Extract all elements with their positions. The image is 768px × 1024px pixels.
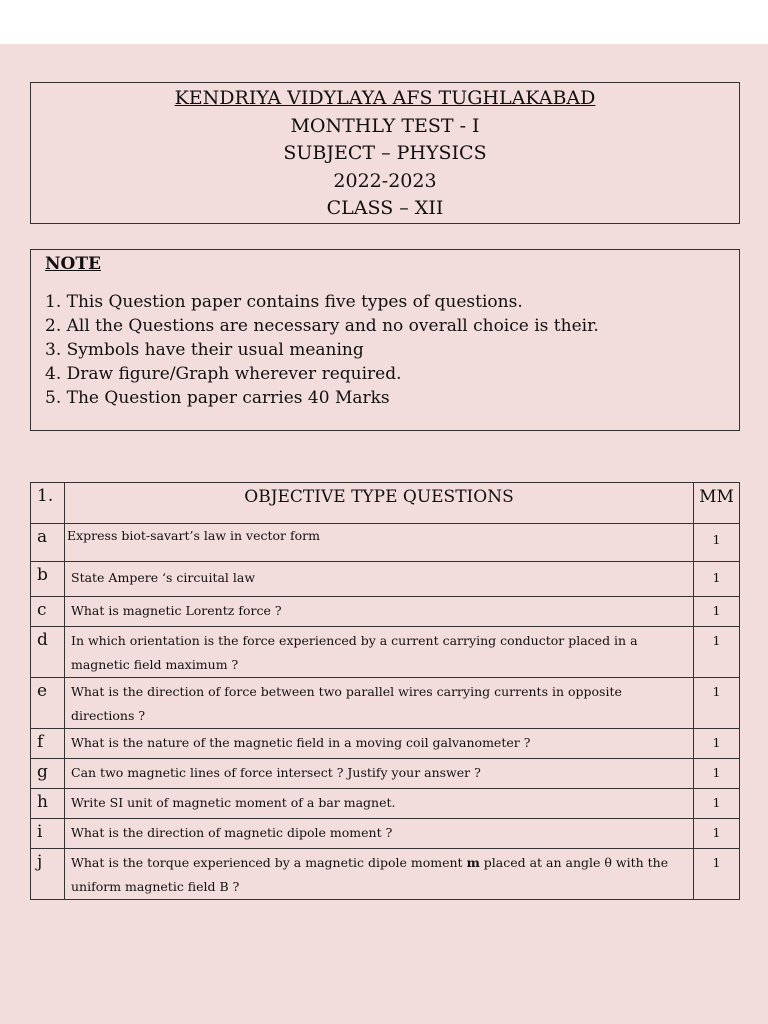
question-text-part: placed at an angle θ with the uniform magnetic field B ? bbox=[71, 855, 669, 894]
note-box bbox=[30, 249, 740, 431]
note-item: 1. This Question paper contains five types of questions. bbox=[45, 292, 523, 312]
dipole-moment-symbol: m bbox=[466, 855, 480, 870]
question-text: In which orientation is the force experienced by a current carrying conductor placed in a magnetic field maximum ? bbox=[65, 627, 694, 678]
note-item: 5. The Question paper carries 40 Marks bbox=[45, 388, 390, 408]
question-text: Write SI unit of magnetic moment of a bar magnet. bbox=[65, 789, 694, 819]
table-row bbox=[31, 729, 740, 759]
question-label: h bbox=[31, 789, 65, 819]
question-label: e bbox=[31, 678, 65, 729]
table-row bbox=[31, 759, 740, 789]
table-row bbox=[31, 849, 740, 900]
test-name: MONTHLY TEST - I bbox=[290, 114, 480, 137]
question-marks: 1 bbox=[694, 678, 740, 729]
question-text: State Ampere ‘s circuital law bbox=[65, 562, 694, 597]
header-box bbox=[30, 82, 740, 224]
question-label: f bbox=[31, 729, 65, 759]
question-label: a bbox=[31, 524, 65, 562]
note-item: 2. All the Questions are necessary and no overall choice is their. bbox=[45, 316, 599, 336]
document-page bbox=[0, 44, 768, 1024]
question-marks: 1 bbox=[694, 562, 740, 597]
question-marks: 1 bbox=[694, 759, 740, 789]
section-number: 1. bbox=[31, 483, 65, 524]
note-item: 4. Draw figure/Graph wherever required. bbox=[45, 364, 402, 384]
table-row bbox=[31, 678, 740, 729]
question-text: What is magnetic Lorentz force ? bbox=[65, 597, 694, 627]
question-text: Express biot-savart’s law in vector form bbox=[65, 524, 694, 562]
question-label: b bbox=[31, 562, 65, 597]
question-text-part: What is the torque experienced by a magnetic dipole moment bbox=[71, 855, 467, 870]
question-marks: 1 bbox=[694, 729, 740, 759]
table-row bbox=[31, 597, 740, 627]
question-text: Can two magnetic lines of force intersect ? Justify your answer ? bbox=[65, 759, 694, 789]
question-text: What is the nature of the magnetic field in a moving coil galvanometer ? bbox=[65, 729, 694, 759]
question-label: j bbox=[31, 849, 65, 900]
question-marks: 1 bbox=[694, 789, 740, 819]
table-header-row bbox=[31, 483, 740, 524]
question-marks: 1 bbox=[694, 524, 740, 562]
question-label: c bbox=[31, 597, 65, 627]
class-name: CLASS – XII bbox=[326, 197, 444, 219]
table-row bbox=[31, 819, 740, 849]
question-label: d bbox=[31, 627, 65, 678]
question-label: g bbox=[31, 759, 65, 789]
marks-header: MM bbox=[694, 483, 740, 524]
session-year: 2022-2023 bbox=[333, 169, 437, 192]
questions-table bbox=[30, 482, 740, 900]
question-marks: 1 bbox=[694, 627, 740, 678]
question-marks: 1 bbox=[694, 597, 740, 627]
question-text: What is the direction of force between two parallel wires carrying currents in opposite directions ? bbox=[65, 678, 694, 729]
question-text bbox=[65, 849, 694, 900]
question-marks: 1 bbox=[694, 849, 740, 900]
subject-name: SUBJECT – PHYSICS bbox=[283, 142, 487, 164]
note-title: NOTE bbox=[45, 254, 101, 274]
question-marks: 1 bbox=[694, 819, 740, 849]
note-item: 3. Symbols have their usual meaning bbox=[45, 340, 364, 360]
question-label: i bbox=[31, 819, 65, 849]
table-row bbox=[31, 627, 740, 678]
section-title: OBJECTIVE TYPE QUESTIONS bbox=[65, 483, 694, 524]
question-text: What is the direction of magnetic dipole moment ? bbox=[65, 819, 694, 849]
table-row bbox=[31, 562, 740, 597]
table-row bbox=[31, 524, 740, 562]
table-row bbox=[31, 789, 740, 819]
school-name: KENDRIYA VIDYLAYA AFS TUGHLAKABAD bbox=[174, 87, 596, 109]
